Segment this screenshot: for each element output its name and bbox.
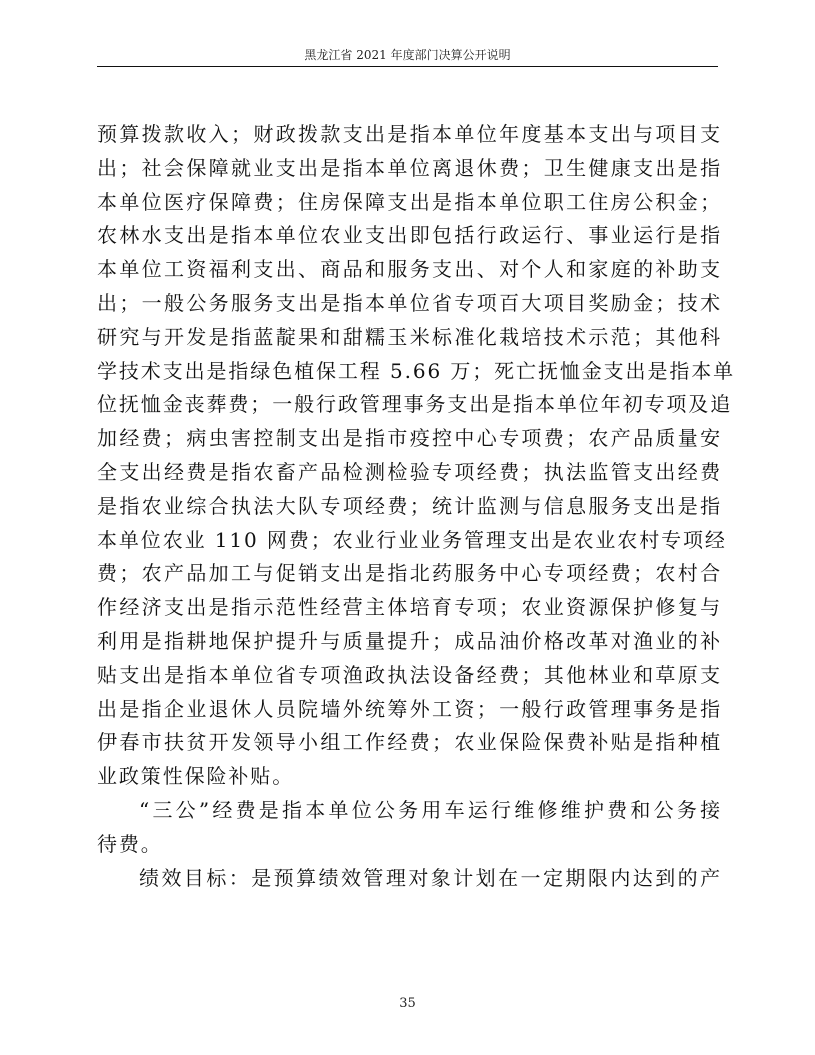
paragraph-line: 全支出经费是指农畜产品检测检验专项经费；执法监管支出经费 (97, 459, 722, 484)
page-number: 35 (399, 996, 416, 1011)
paragraph-line: 作经济支出是指示范性经营主体培育专项；农业资源保护修复与 (97, 595, 722, 620)
page-header-title: 黑龙江省 2021 年度部门决算公开说明 (304, 48, 511, 62)
sangong-paragraph-line: 待费。 (97, 831, 163, 856)
paragraph-line: 研究与开发是指蓝靛果和甜糯玉米标准化栽培技术示范；其他科 (97, 324, 722, 349)
paragraph-line: 伊春市扶贫开发领导小组工作经费；农业保险保费补贴是指种植 (97, 730, 722, 755)
paragraph-line: 本单位农业 110 网费；农业行业业务管理支出是农业农村专项经 (97, 527, 727, 552)
paragraph-line: 预算拨款收入；财政拨款支出是指本单位年度基本支出与项目支 (97, 122, 722, 146)
paragraph-line: 出；一般公务服务支出是指本单位省专项百大项目奖励金；技术 (97, 290, 722, 315)
paragraph-line: 位抚恤金丧葬费；一般行政管理事务支出是指本单位年初专项及追 (97, 392, 733, 417)
paragraph-line: 加经费；病虫害控制支出是指市疫控中心专项费；农产品质量安 (97, 426, 722, 451)
paragraph-line: 出；社会保障就业支出是指本单位离退休费；卫生健康支出是指 (97, 155, 722, 180)
paragraph-line: 本单位医疗保障费；住房保障支出是指本单位职工住房公积金； (97, 189, 722, 214)
paragraph-line: 学技术支出是指绿色植保工程 5.66 万；死亡抚恤金支出是指本单 (97, 358, 736, 383)
paragraph-line: 贴支出是指本单位省专项渔政执法设备经费；其他林业和草原支 (97, 662, 722, 687)
paragraph-line: 农林水支出是指本单位农业支出即包括行政运行、事业运行是指 (97, 223, 722, 248)
paragraph-line: 是指农业综合执法大队专项经费；统计监测与信息服务支出是指 (97, 493, 722, 518)
performance-paragraph-line: 绩效目标：是预算绩效管理对象计划在一定期限内达到的产 (139, 865, 722, 890)
paragraph-line: 本单位工资福利支出、商品和服务支出、对个人和家庭的补助支 (97, 257, 722, 282)
paragraph-line: 出是指企业退休人员院墙外统筹外工资；一般行政管理事务是指 (97, 696, 722, 721)
header-divider (97, 66, 718, 67)
body-text (97, 118, 736, 895)
paragraph-line: 利用是指耕地保护提升与质量提升；成品油价格改革对渔业的补 (97, 628, 722, 653)
sangong-paragraph-line: “三公”经费是指本单位公务用车运行维修维护费和公务接 (139, 797, 722, 822)
paragraph-line: 业政策性保险补贴。 (97, 764, 295, 789)
paragraph-line: 费；农产品加工与促销支出是指北药服务中心专项经费；农村合 (97, 561, 722, 586)
